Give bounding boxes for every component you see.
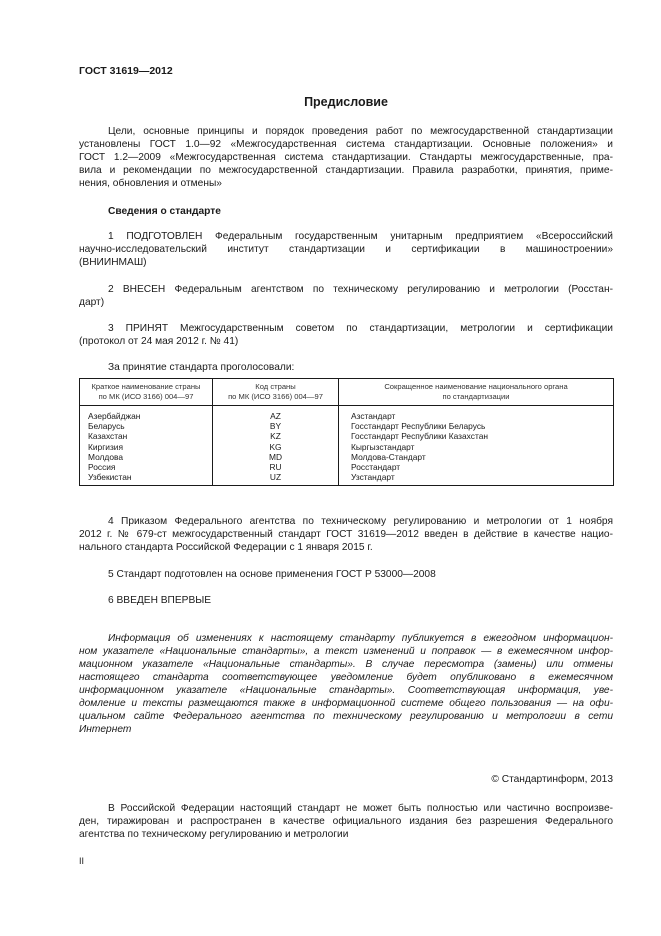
info-paragraph: [79, 632, 613, 736]
text-line: 6 ВВЕДЕН ВПЕРВЫЕ: [108, 595, 212, 606]
intro-paragraph: [79, 125, 613, 190]
standards-body-cell: Кыргызстандарт: [339, 442, 614, 452]
country-cell: Казахстан: [80, 431, 213, 441]
col-header-body: Сокращенное наименование национального органа по стандартизации: [339, 379, 614, 406]
standards-body-cell: Росстандарт: [339, 462, 614, 472]
table-row: [80, 472, 614, 486]
text-line: Информация об изменениях к настоящему стандарту публикуется в ежегодном информацион-: [108, 633, 613, 644]
country-cell: Беларусь: [80, 421, 213, 431]
item-first-introduced: [79, 594, 613, 607]
text-line: 4 Приказом Федерального агентства по техническому регулированию и метрологии от 1 ноября: [108, 516, 613, 527]
text-line: вила и рекомендации по межгосударственной стандартизации. Правила разработки, принятия, приме-: [79, 165, 613, 176]
country-cell: Молдова: [80, 452, 213, 462]
text-line: Цели, основные принципы и порядок проведения работ по межгосударственной стандартизации: [108, 126, 613, 137]
text-line: В Российской Федерации настоящий стандарт не может быть полностью или частично воспроизве-: [108, 803, 613, 814]
vote-table-header: [80, 379, 614, 406]
vote-intro: За принятие стандарта проголосовали:: [108, 362, 295, 373]
text-line: установлены ГОСТ 1.0—92 «Межгосударственная система стандартизации. Основные положения» и: [79, 139, 613, 150]
section-heading: Сведения о стандарте: [108, 206, 221, 217]
text-line: мационном указателе «Национальные стандарты». В случае пересмотра (замены) или отмены: [79, 659, 613, 670]
standards-body-cell: Госстандарт Республики Беларусь: [339, 421, 614, 431]
standard-number: ГОСТ 31619—2012: [79, 65, 173, 77]
country-cell: Киргизия: [80, 442, 213, 452]
vote-table: [79, 378, 614, 486]
text-line: 2 ВНЕСЕН Федеральным агентством по техническому регулированию и метрологии (Росстан-: [108, 284, 613, 295]
standards-body-cell: Узстандарт: [339, 472, 614, 486]
country-cell: Азербайджан: [80, 406, 213, 422]
item-adopted: [79, 322, 613, 348]
text-line: 3 ПРИНЯТ Межгосударственным советом по стандартизации, метрологии и сертификации: [108, 323, 613, 334]
table-row: [80, 442, 614, 452]
text-line: ГОСТ 1.2—2009 «Межгосударственная система стандартизации. Стандарты межгосударственные, пра-: [79, 152, 613, 163]
text-line: ном указателе «Национальные стандарты», а текст изменений и поправок — в ежемесячном инфор-: [79, 646, 613, 657]
table-row: [80, 462, 614, 472]
standards-body-cell: Азстандарт: [339, 406, 614, 422]
text-line: нального стандарта Российской Федерации с 1 января 2015 г.: [79, 542, 373, 553]
table-row: [80, 431, 614, 441]
page-title: Предисловие: [304, 95, 388, 109]
item-enacted: [79, 515, 613, 554]
country-code-cell: BY: [213, 421, 339, 431]
text-line: ден, тиражирован и распространен в качестве официального издания без разрешения Федерального: [79, 816, 613, 827]
text-line: информационном указателе «Национальные стандарты». Соответствующая информация, уве-: [79, 685, 613, 696]
standards-body-cell: Молдова-Стандарт: [339, 452, 614, 462]
item-basis: [79, 568, 613, 581]
text-line: циальном сайте Федерального агентства по техническому регулированию и метрологии в сети: [79, 711, 613, 722]
text-line: 2012 г. № 679-ст межгосударственный стандарт ГОСТ 31619—2012 введен в действие в качестве нацио-: [79, 529, 613, 540]
standards-body-cell: Госстандарт Республики Казахстан: [339, 431, 614, 441]
text-line: 1 ПОДГОТОВЛЕН Федеральным государственным унитарным предприятием «Всероссийский: [108, 231, 613, 242]
table-row: [80, 406, 614, 422]
text-line: дарт): [79, 297, 105, 308]
col-header-country: Краткое наименование страны по МК (ИСО 3166) 004—97: [80, 379, 213, 406]
country-code-cell: AZ: [213, 406, 339, 422]
text-line: домление и тексты размещаются также в информационной системе общего пользования — на офи-: [79, 698, 613, 709]
text-line: (ВНИИНМАШ): [79, 257, 147, 268]
text-line: настоящего стандарта соответствующее уведомление будет опубликовано в ежемесячном: [79, 672, 613, 683]
country-cell: Узбекистан: [80, 472, 213, 486]
country-cell: Россия: [80, 462, 213, 472]
country-code-cell: UZ: [213, 472, 339, 486]
text-line: агентства по техническому регулированию и метрологии: [79, 829, 349, 840]
reproduction-notice: [79, 802, 613, 841]
text-line: научно-исследовательский институт стандартизации и сертификации в машиностроении»: [79, 244, 613, 255]
item-submitted: [79, 283, 613, 309]
table-row: [80, 421, 614, 431]
country-code-cell: KG: [213, 442, 339, 452]
item-prepared: [79, 230, 613, 269]
country-code-cell: KZ: [213, 431, 339, 441]
copyright-notice: © Стандартинформ, 2013: [491, 774, 613, 785]
country-code-cell: MD: [213, 452, 339, 462]
text-line: нения, обновления и отмены»: [79, 178, 222, 189]
table-row: [80, 452, 614, 462]
col-header-code: Код страны по МК (ИСО 3166) 004—97: [213, 379, 339, 406]
text-line: Интернет: [79, 724, 132, 735]
country-code-cell: RU: [213, 462, 339, 472]
page-number: II: [79, 856, 85, 866]
text-line: 5 Стандарт подготовлен на основе применения ГОСТ Р 53000—2008: [108, 569, 436, 580]
text-line: (протокол от 24 мая 2012 г. № 41): [79, 336, 239, 347]
